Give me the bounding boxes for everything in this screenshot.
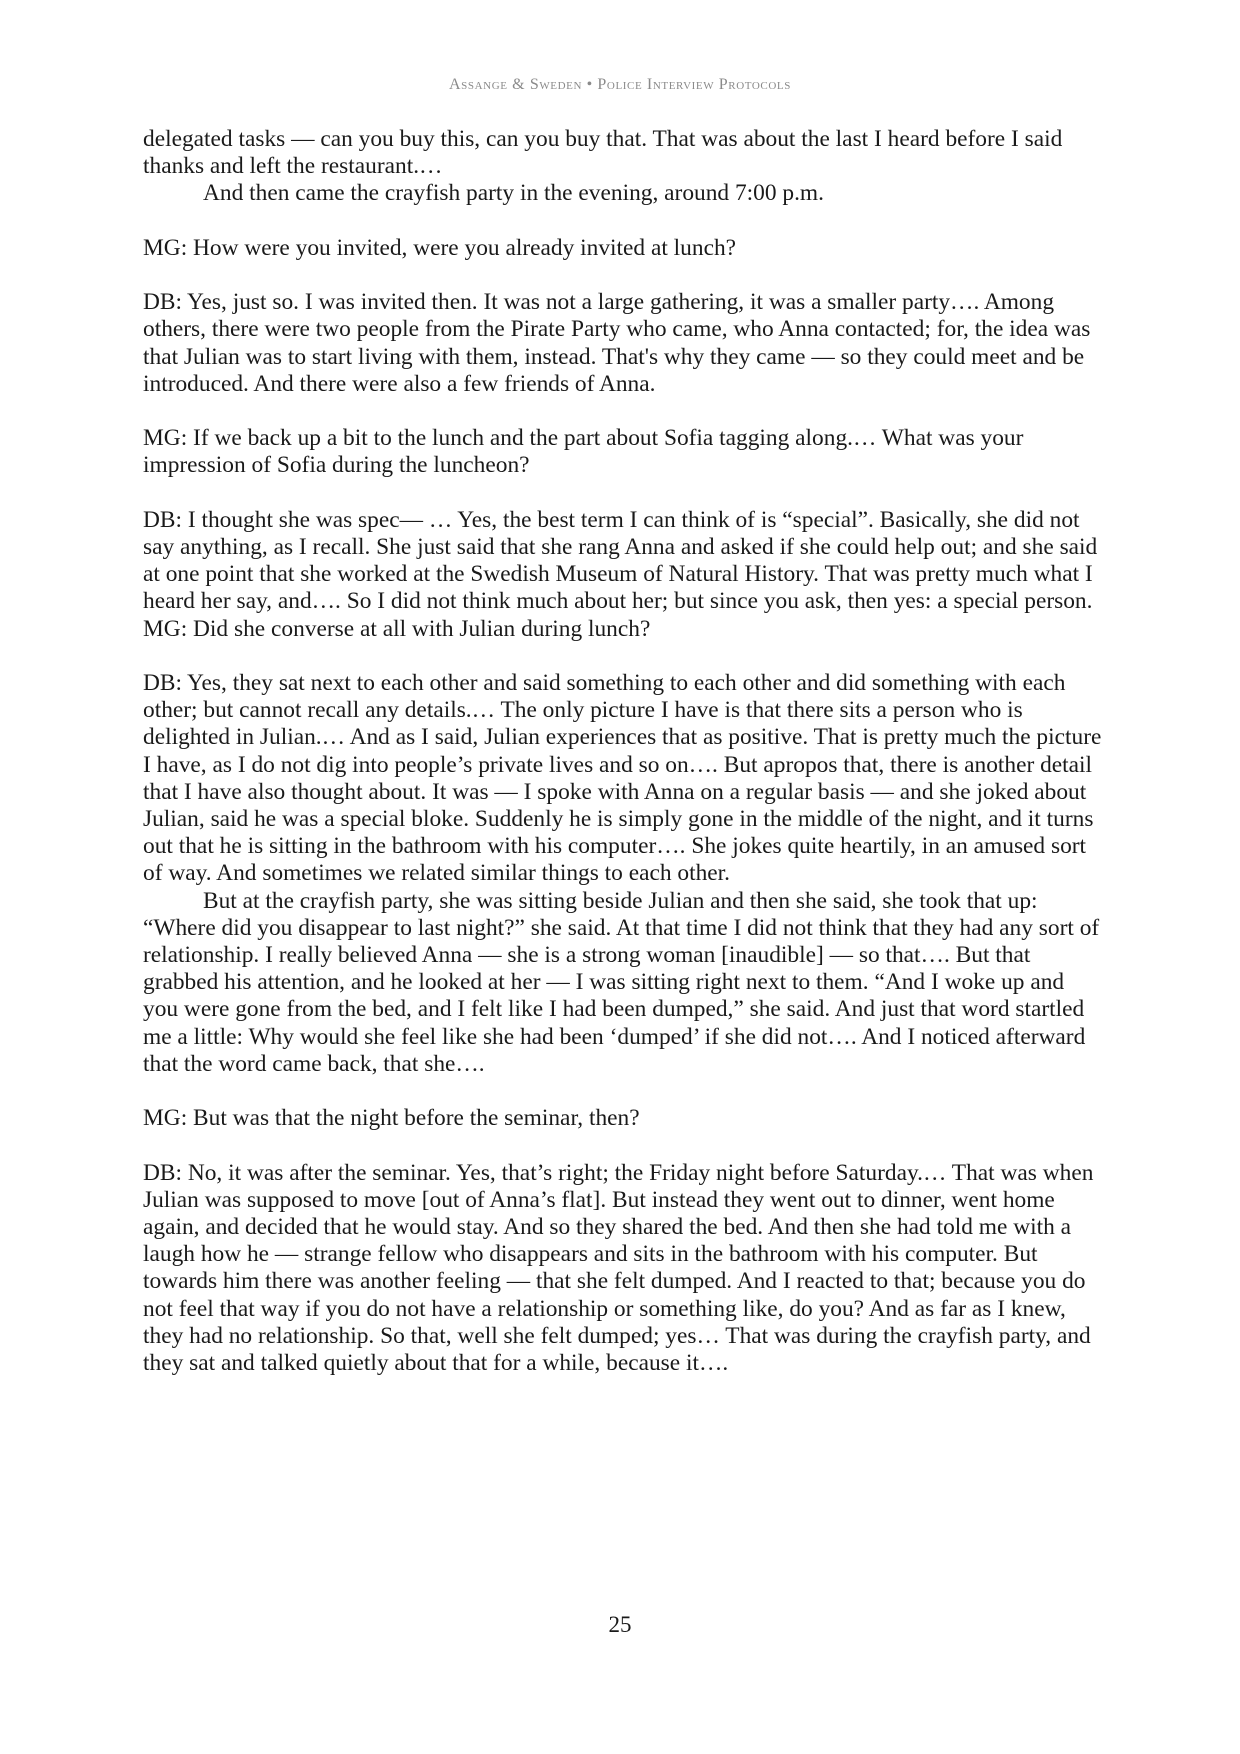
paragraph: And then came the crayfish party in the evening, around 7:00 p.m.: [203, 180, 824, 207]
document-body: [143, 126, 1103, 1377]
interview-answer: DB: No, it was after the seminar. Yes, that’s right; the Friday night before Saturday.… That was when Julian was supposed to move [out of Anna’s flat]. But instead they went out to dinner, went home again, and decided that he would stay. And so they shared the bed. And then she had told me with a laugh how he — strange fellow who disappears and sits in the bathroom with his computer. But towards him there was another feeling — that she felt dumped. And I reacted to that; because you do not feel that way if you do not have a relationship or something like, do you? And as far as I knew, they had no relationship. So that, well she felt dumped; yes… That was during the crayfish party, and they sat and talked quietly about that for a while, because it….: [143, 1159, 1094, 1377]
interview-answer: DB: Yes, they sat next to each other and said something to each other and did something with each other; but cannot recall any details.… The only picture I have is that there sits a person who is delighted in Julian.… And as I said, Julian experiences that as positive. That is pretty much the picture I have, as I do not dig into people’s private lives and so on…. But apropos that, there is another detail that I have also thought about. It was — I spoke with Anna on a regular basis — and she joked about Julian, said he was a special bloke. Suddenly he is simply gone in the middle of the night, and it turns out that he is sitting in the bathroom with his computer…. She jokes quite heartily, in an amused sort of way. And sometimes we related similar things to each other.: [143, 669, 1102, 887]
interview-question: MG: Did she converse at all with Julian during lunch?: [143, 615, 651, 642]
interview-question: MG: How were you invited, were you already invited at lunch?: [143, 234, 737, 261]
paragraph: But at the crayfish party, she was sitting beside Julian and then she said, she took that up: “Where did you disappear to last night?” she said. At that time I did not think that they had any sort of relationship. I really believed Anna — she is a strong woman [inaudible] — so that…. But that grabbed his attention, and he looked at her — I was sitting right next to them. “And I woke up and you were gone from the bed, and I felt like I had been dumped,” she said. And just that word startled me a little: Why would she feel like she had been ‘dumped’ if she did not…. And I noticed afterward that the word came back, that she….: [143, 887, 1100, 1077]
interview-answer: DB: I thought she was spec— … Yes, the best term I can think of is “special”. Basically, she did not say anything, as I recall. She just said that she rang Anna and asked if she could help out; and she said at one point that she worked at the Swedish Museum of Natural History. That was pretty much what I heard her say, and…. So I did not think much about her; but since you ask, then yes: a special person.: [143, 506, 1098, 615]
interview-question: MG: But was that the night before the seminar, then?: [143, 1105, 640, 1132]
interview-question: MG: If we back up a bit to the lunch and the part about Sofia tagging along.… What was your impression of Sofia during the luncheon?: [143, 425, 1024, 479]
running-header: Assange & Sweden • Police Interview Protocols: [449, 76, 791, 93]
page-number: 25: [608, 1612, 632, 1637]
paragraph: delegated tasks — can you buy this, can you buy that. That was about the last I heard before I said thanks and left the restaurant.…: [143, 126, 1063, 180]
interview-answer: DB: Yes, just so. I was invited then. It was not a large gathering, it was a smaller party…. Among others, there were two people from the Pirate Party who came, who Anna contacted; for, the idea was that Julian was to start living with them, instead. That's why they came — so they could meet and be introduced. And there were also a few friends of Anna.: [143, 289, 1091, 397]
